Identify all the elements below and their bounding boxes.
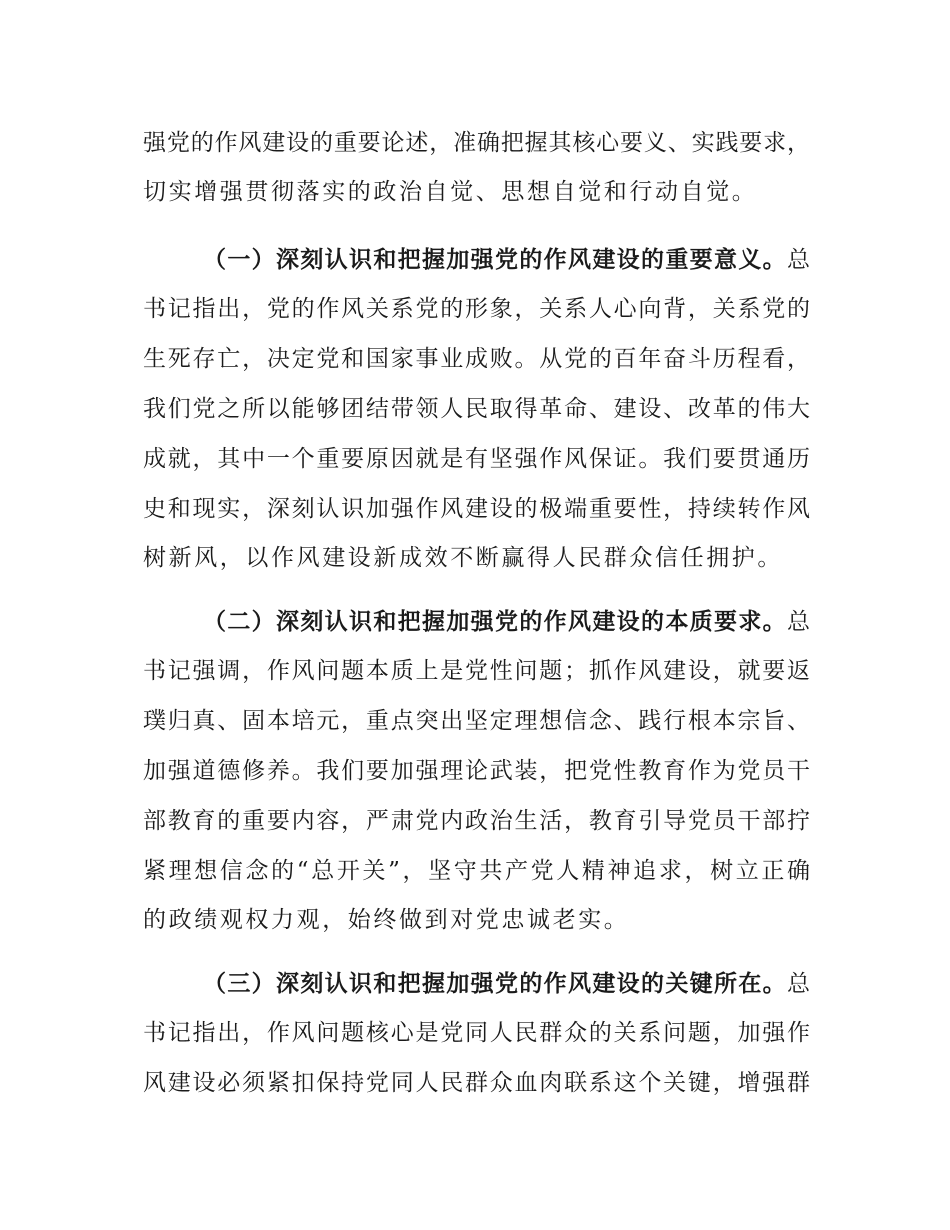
- section1-line-1: 书记指出，党的作风关系党的形象，关系人心向背，关系党的: [143, 296, 810, 322]
- section2-heading: （二）深刻认识和把握加强党的作风建设的本质要求。: [203, 609, 787, 635]
- section2-first-line: [203, 602, 810, 642]
- section1-line-5: 史和现实，深刻认识加强作风建设的极端重要性，持续转作风: [143, 496, 810, 522]
- section3-line-1: 书记指出，作风问题核心是党同人民群众的关系问题，加强作: [143, 1020, 810, 1046]
- section3-line-2: 风建设必须紧扣保持党同人民群众血肉联系这个关键，增强群: [143, 1070, 810, 1096]
- section2-line-6: 的政绩观权力观，始终做到对党忠诚老实。: [143, 907, 630, 933]
- section2-line-4: 部教育的重要内容，严肃党内政治生活，教育引导党员干部拧: [143, 808, 810, 834]
- section1-line-4: 成就，其中一个重要原因就是有坚强作风保证。我们要贯通历: [143, 446, 810, 472]
- section1-heading: （一）深刻认识和把握加强党的作风建设的重要意义。: [203, 247, 787, 273]
- intro-line-2: 切实增强贯彻落实的政治自觉、思想自觉和行动自觉。: [143, 179, 758, 205]
- intro-line-1: 强党的作风建设的重要论述，准确把握其核心要义、实践要求，: [143, 130, 810, 156]
- section1-first-tail: 总: [787, 247, 810, 273]
- section3-first-tail: 总: [787, 971, 810, 997]
- section2-line-3: 加强道德修养。我们要加强理论武装，把党性教育作为党员干: [143, 758, 810, 784]
- section2-line-2: 璞归真、固本培元，重点突出坚定理想信念、践行根本宗旨、: [143, 708, 810, 734]
- section1-line-3: 我们党之所以能够团结带领人民取得革命、建设、改革的伟大: [143, 396, 810, 422]
- section1-line-2: 生死存亡，决定党和国家事业成败。从党的百年奋斗历程看，: [143, 346, 810, 372]
- section3-heading: （三）深刻认识和把握加强党的作风建设的关键所在。: [203, 971, 787, 997]
- section2-first-tail: 总: [787, 609, 810, 635]
- section2-line-5: 紧理想信念的“总开关”，坚守共产党人精神追求，树立正确: [143, 858, 810, 884]
- section3-first-line: [203, 964, 810, 1004]
- section1-line-6: 树新风，以作风建设新成效不断赢得人民群众信任拥护。: [143, 545, 783, 571]
- section1-first-line: [203, 240, 810, 280]
- section2-line-1: 书记强调，作风问题本质上是党性问题；抓作风建设，就要返: [143, 658, 810, 684]
